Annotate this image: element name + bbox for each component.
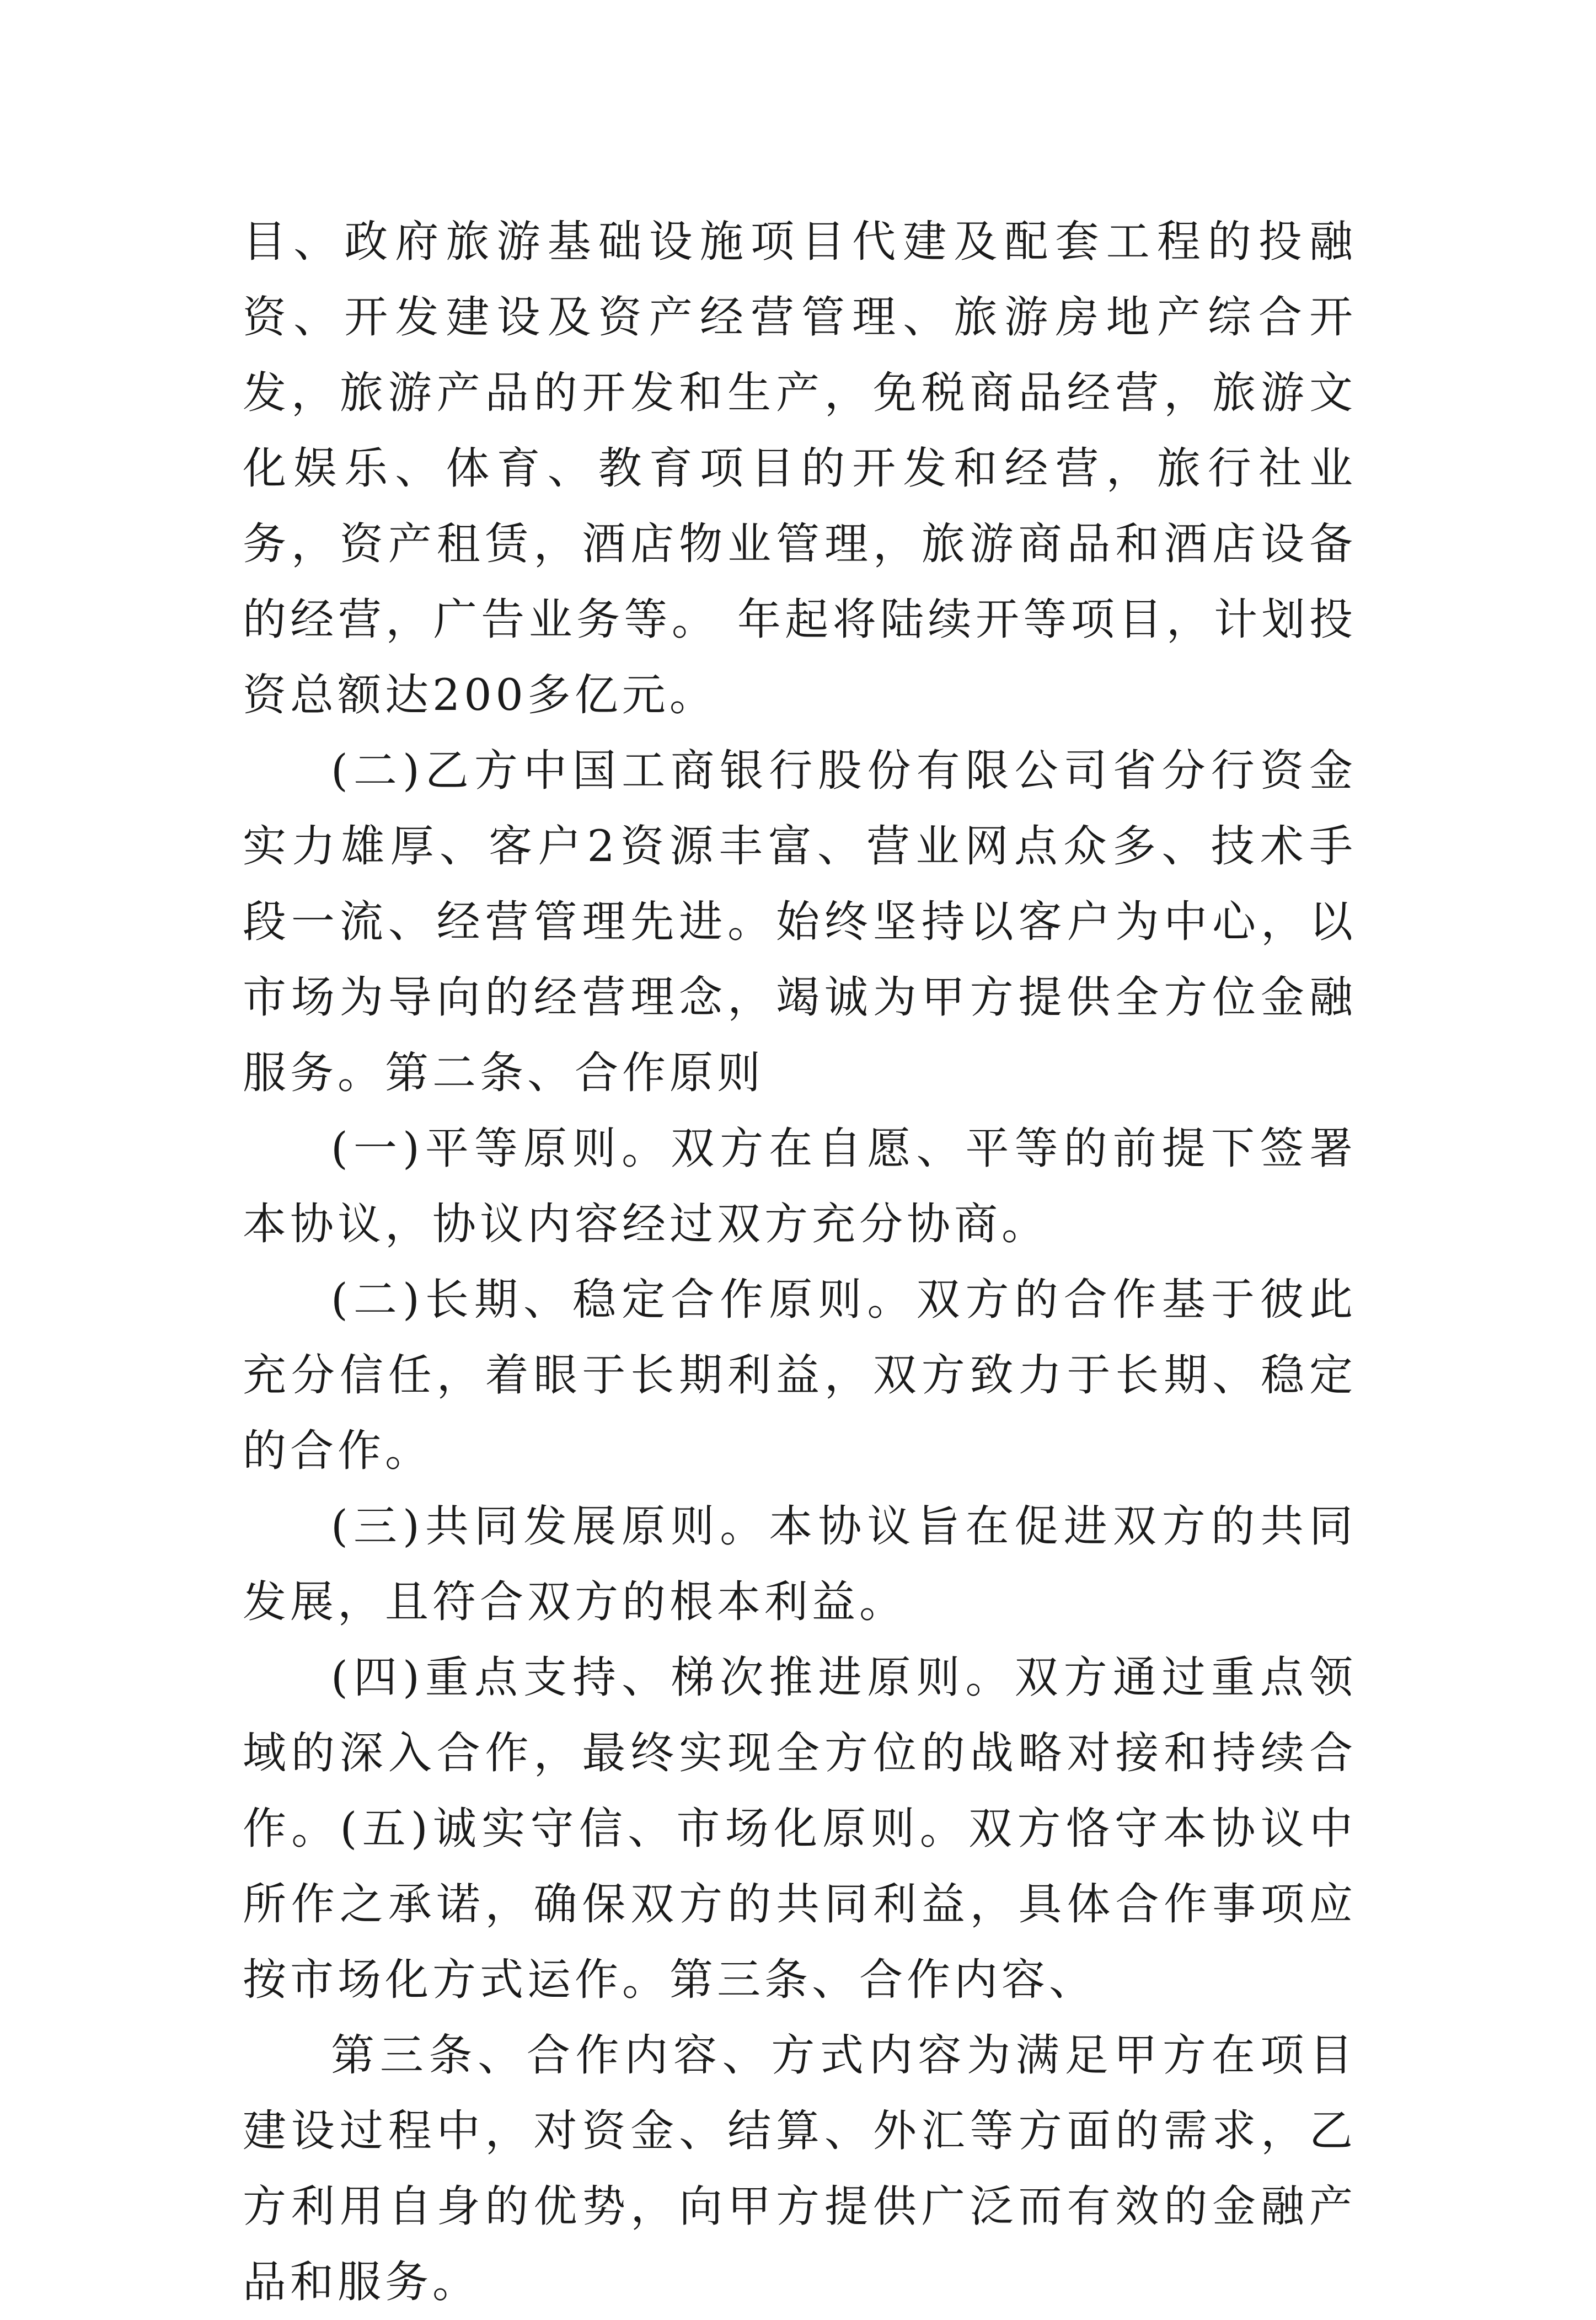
paragraph-1: 目、政府旅游基础设施项目代建及配套工程的投融资、开发建设及资产经营管理、旅游房地产综合开发，旅游产品的开发和生产，免税商品经营，旅游文化娱乐、体育、教育项目的开发和经营，旅行社业务，资产租赁，酒店物业管理，旅游商品和酒店设备的经营，广告业务等。 年起将陆续开等项目，计划投资总额达200多亿元。 bbox=[243, 216, 1357, 720]
paragraph-4: (二)长期、稳定合作原则。双方的合作基于彼此充分信任，着眼于长期利益，双方致力于长期、稳定的合作。 bbox=[243, 1274, 1357, 1476]
paragraph-5: (三)共同发展原则。本协议旨在促进双方的共同发展，且符合双方的根本利益。 bbox=[243, 1501, 1357, 1627]
paragraph-6: (四)重点支持、梯次推进原则。双方通过重点领域的深入合作，最终实现全方位的战略对接和持续合作。(五)诚实守信、市场化原则。双方恪守本协议中所作之承诺，确保双方的共同利益，具体合作事项应按市场化方式运作。第三条、合作内容、 bbox=[243, 1652, 1357, 2005]
paragraph-7: 第三条、合作内容、方式内容为满足甲方在项目建设过程中，对资金、结算、外汇等方面的需求，乙方利用自身的优势，向甲方提供广泛而有效的金融产品和服务。 bbox=[243, 2030, 1357, 2307]
paragraph-3: (一)平等原则。双方在自愿、平等的前提下签署本协议，协议内容经过双方充分协商。 bbox=[243, 1123, 1357, 1249]
paragraph-2: (二)乙方中国工商银行股份有限公司省分行资金实力雄厚、客户2资源丰富、营业网点众多、技术手段一流、经营管理先进。始终坚持以客户为中心，以市场为导向的经营理念，竭诚为甲方提供全方位金融服务。第二条、合作原则 bbox=[243, 745, 1357, 1098]
document-body bbox=[243, 204, 1357, 2320]
